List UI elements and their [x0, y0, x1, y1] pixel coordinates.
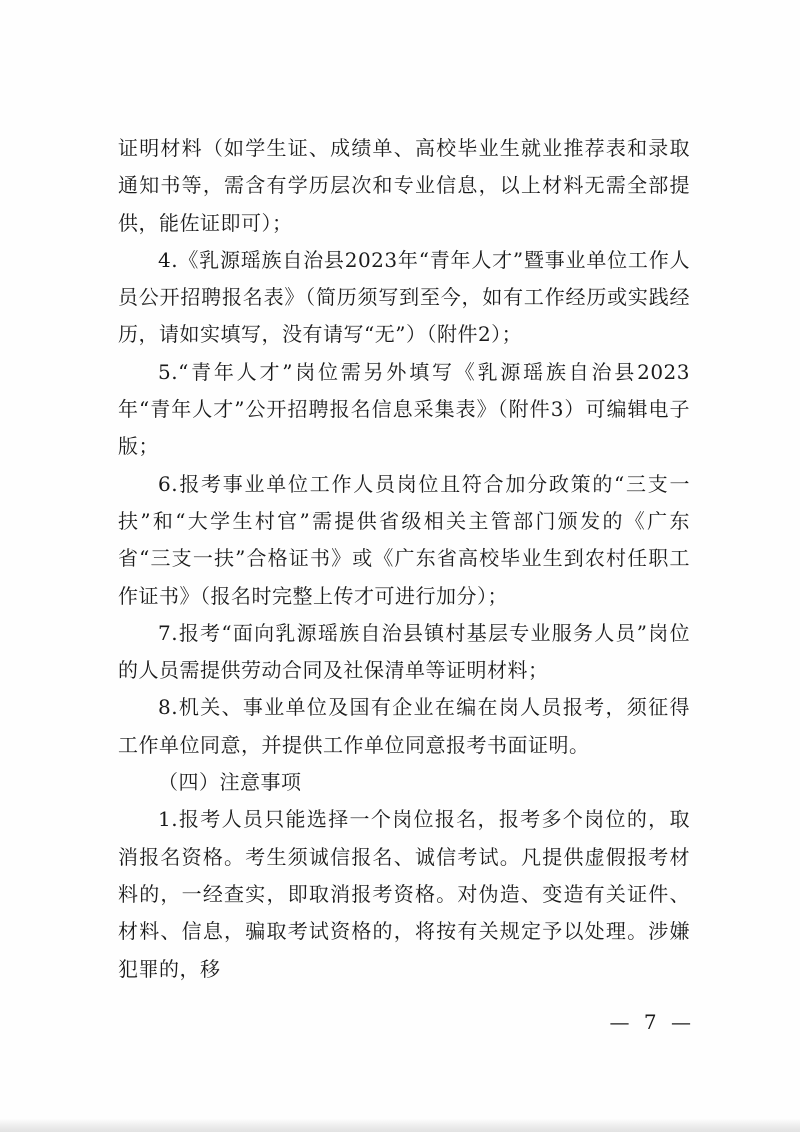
paragraph-item-5: 5.“青年人才”岗位需另外填写《乳源瑶族自治县2023年“青年人才”公开招聘报名信息采集表》（附件3）可编辑电子版； [118, 359, 690, 459]
scan-bottom-edge [0, 1118, 800, 1132]
paragraph-notice-1: 1.报考人员只能选择一个岗位报名，报考多个岗位的，取消报名资格。考生须诚信报名、诚信考试。凡提供虚假报考材料的，一经查实，即取消报考资格。对伪造、变造有关证件、材料、信息，骗取考试资格的，将按有关规定予以处理。涉嫌犯罪的，移 [118, 807, 690, 981]
paragraph-item-4: 4.《乳源瑶族自治县2023年“青年人才”暨事业单位工作人员公开招聘报名表》（简历须写到至今，如有工作经历或实践经历，请如实填写，没有请写“无”）（附件2）； [118, 247, 690, 347]
paragraph-item-7: 7.报考“面向乳源瑶族自治县镇村基层专业服务人员”岗位的人员需提供劳动合同及社保清单等证明材料； [118, 620, 690, 683]
paragraph-item-8: 8.机关、事业单位及国有企业在编在岗人员报考，须征得工作单位同意，并提供工作单位同意报考书面证明。 [118, 695, 690, 757]
body-text [118, 130, 690, 988]
page-number: — 7 — [609, 1010, 695, 1034]
section-heading: （四）注意事项 [158, 770, 302, 795]
paragraph-continuation: 证明材料（如学生证、成绩单、高校毕业生就业推荐表和录取通知书等，需含有学历层次和专业信息，以上材料无需全部提供，能佐证即可）； [118, 136, 690, 235]
paragraph-item-6: 6.报考事业单位工作人员岗位且符合加分政策的“三支一扶”和“大学生村官”需提供省级相关主管部门颁发的《广东省“三支一扶”合格证书》或《广东省高校毕业生到农村任职工作证书》（报名时完整上传才可进行加分）； [118, 471, 690, 608]
